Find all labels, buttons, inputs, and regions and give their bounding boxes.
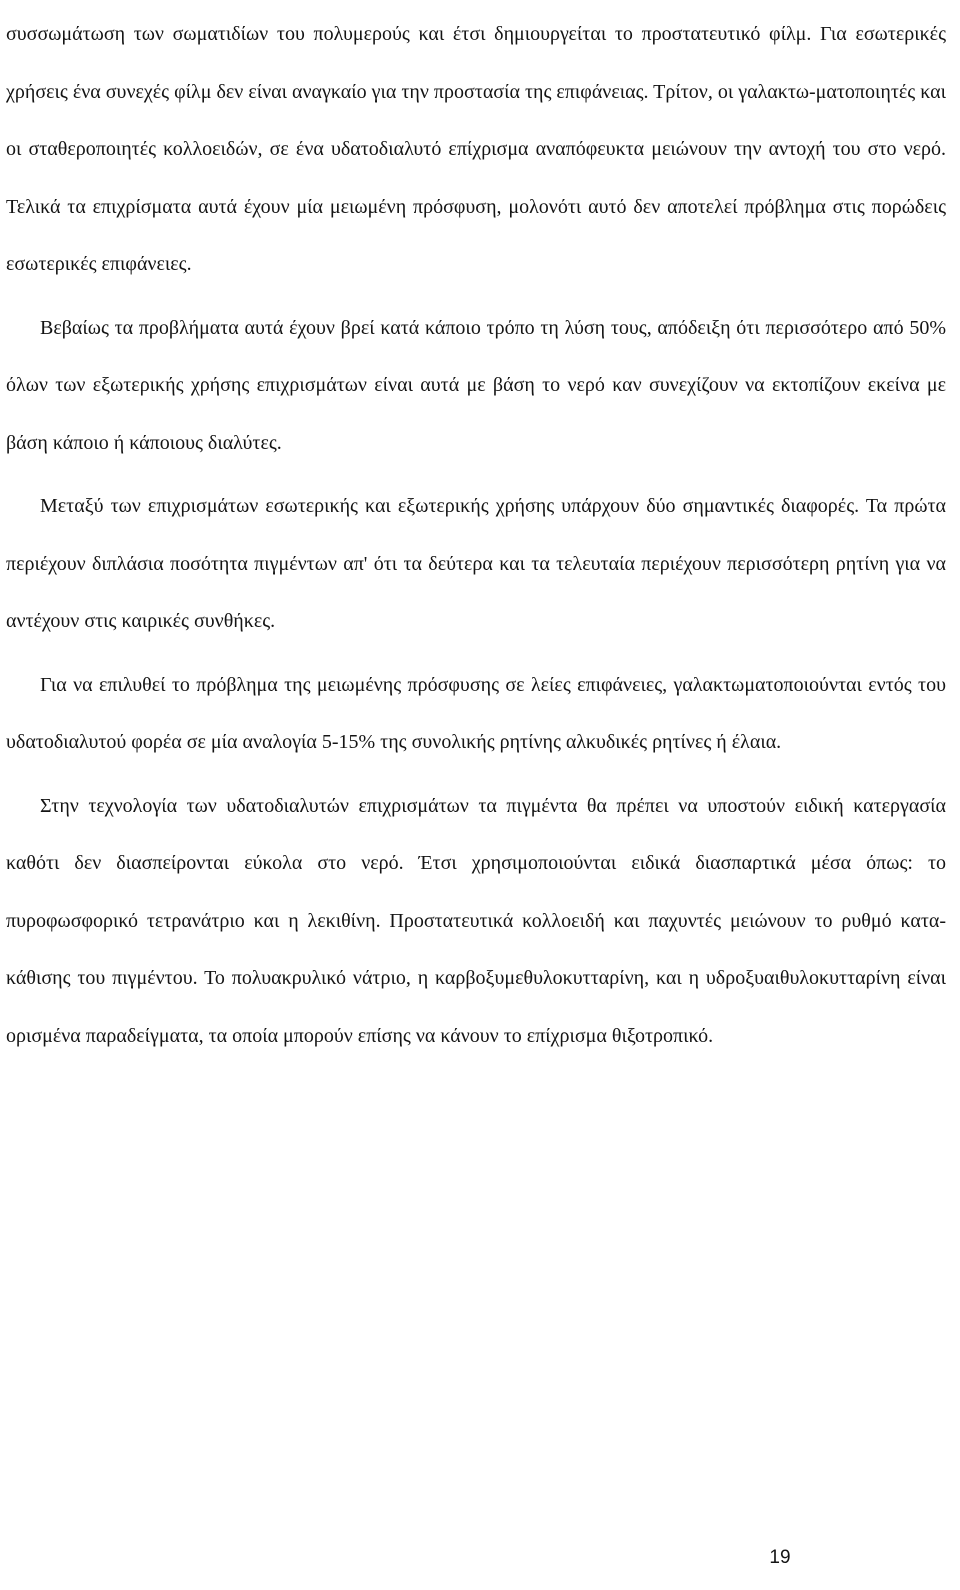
paragraph-pigment-technology: Στην τεχνολογία των υδατοδιαλυτών επιχρισμάτων τα πιγμέντα θα πρέπει να υποστούν ειδική κατεργασία καθότι δεν διασπείρονται εύκολα στο νερό. Έτσι χρησιμοποιούνται ειδικά διασπαρτικά μέσα όπως: το πυροφωσφορικό τετρανάτριο και η λεκιθίνη. Προστατευτικά κολλοειδή και παχυντές μειώνουν το ρυθμό κατα-κάθισης του πιγμέντου. Το πολυακρυλικό νάτριο, η καρβοξυμεθυλοκυτταρίνη, και η υδροξυαιθυλοκυτταρίνη είναι ορισμένα παραδείγματα, τα οποία μπορούν επίσης να κάνουν το επίχρισμα θιξοτροπικό. xyxy=(6,794,946,1047)
paragraph-continuation: συσσωμάτωση των σωματιδίων του πολυμερούς και έτσι δημιουργείται το προστατευτικό φίλμ. Για εσωτερικές χρήσεις ένα συνεχές φίλμ δεν είναι αναγκαίο για την προστασία της επιφάνειας. Τρίτον, οι γαλακτω-ματοποιητές και οι σταθεροποιητές κολλοειδών, σε ένα υδατοδιαλυτό επίχρισμα αναπόφευκτα μειώνουν την αντοχή του στο νερό. Τελικά τα επιχρίσματα αυτά έχουν μία μειωμένη πρόσφυση, μολονότι αυτό δεν αποτελεί πρόβλημα στις πορώδεις εσωτερικές επιφάνειες. xyxy=(6,23,946,275)
paragraph-adhesion-solution: Για να επιλυθεί το πρόβλημα της μειωμένης πρόσφυσης σε λείες επιφάνειες, γαλακτωματοποιούνται εντός του υδατοδιαλυτού φορέα σε μία αναλογία 5-15% της συνολικής ρητίνης αλκυδικές ρητίνες ή έλαια. xyxy=(6,673,946,753)
paragraph-problems-solved: Βεβαίως τα προβλήματα αυτά έχουν βρεί κατά κάποιο τρόπο τη λύση τους, απόδειξη ότι περισσότερο από 50% όλων των εξωτερικής χρήσης επιχρισμάτων είναι αυτά με βάση το νερό καν συνεχίζουν να εκτοπίζουν εκείνα με βάση κάποιο ή κάποιους διαλύτες. xyxy=(6,316,946,454)
body-text xyxy=(6,6,946,1065)
page-number: 19 xyxy=(769,1547,791,1568)
paragraph-interior-exterior-differences: Μεταξύ των επιχρισμάτων εσωτερικής και εξωτερικής χρήσης υπάρχουν δύο σημαντικές διαφορές. Τα πρώτα περιέχουν διπλάσια ποσότητα πιγμέντων απ' ότι τα δεύτερα και τα τελευταία περιέχουν περισσότερη ρητίνη για να αντέχουν στις καιρικές συνθήκες. xyxy=(6,495,946,632)
